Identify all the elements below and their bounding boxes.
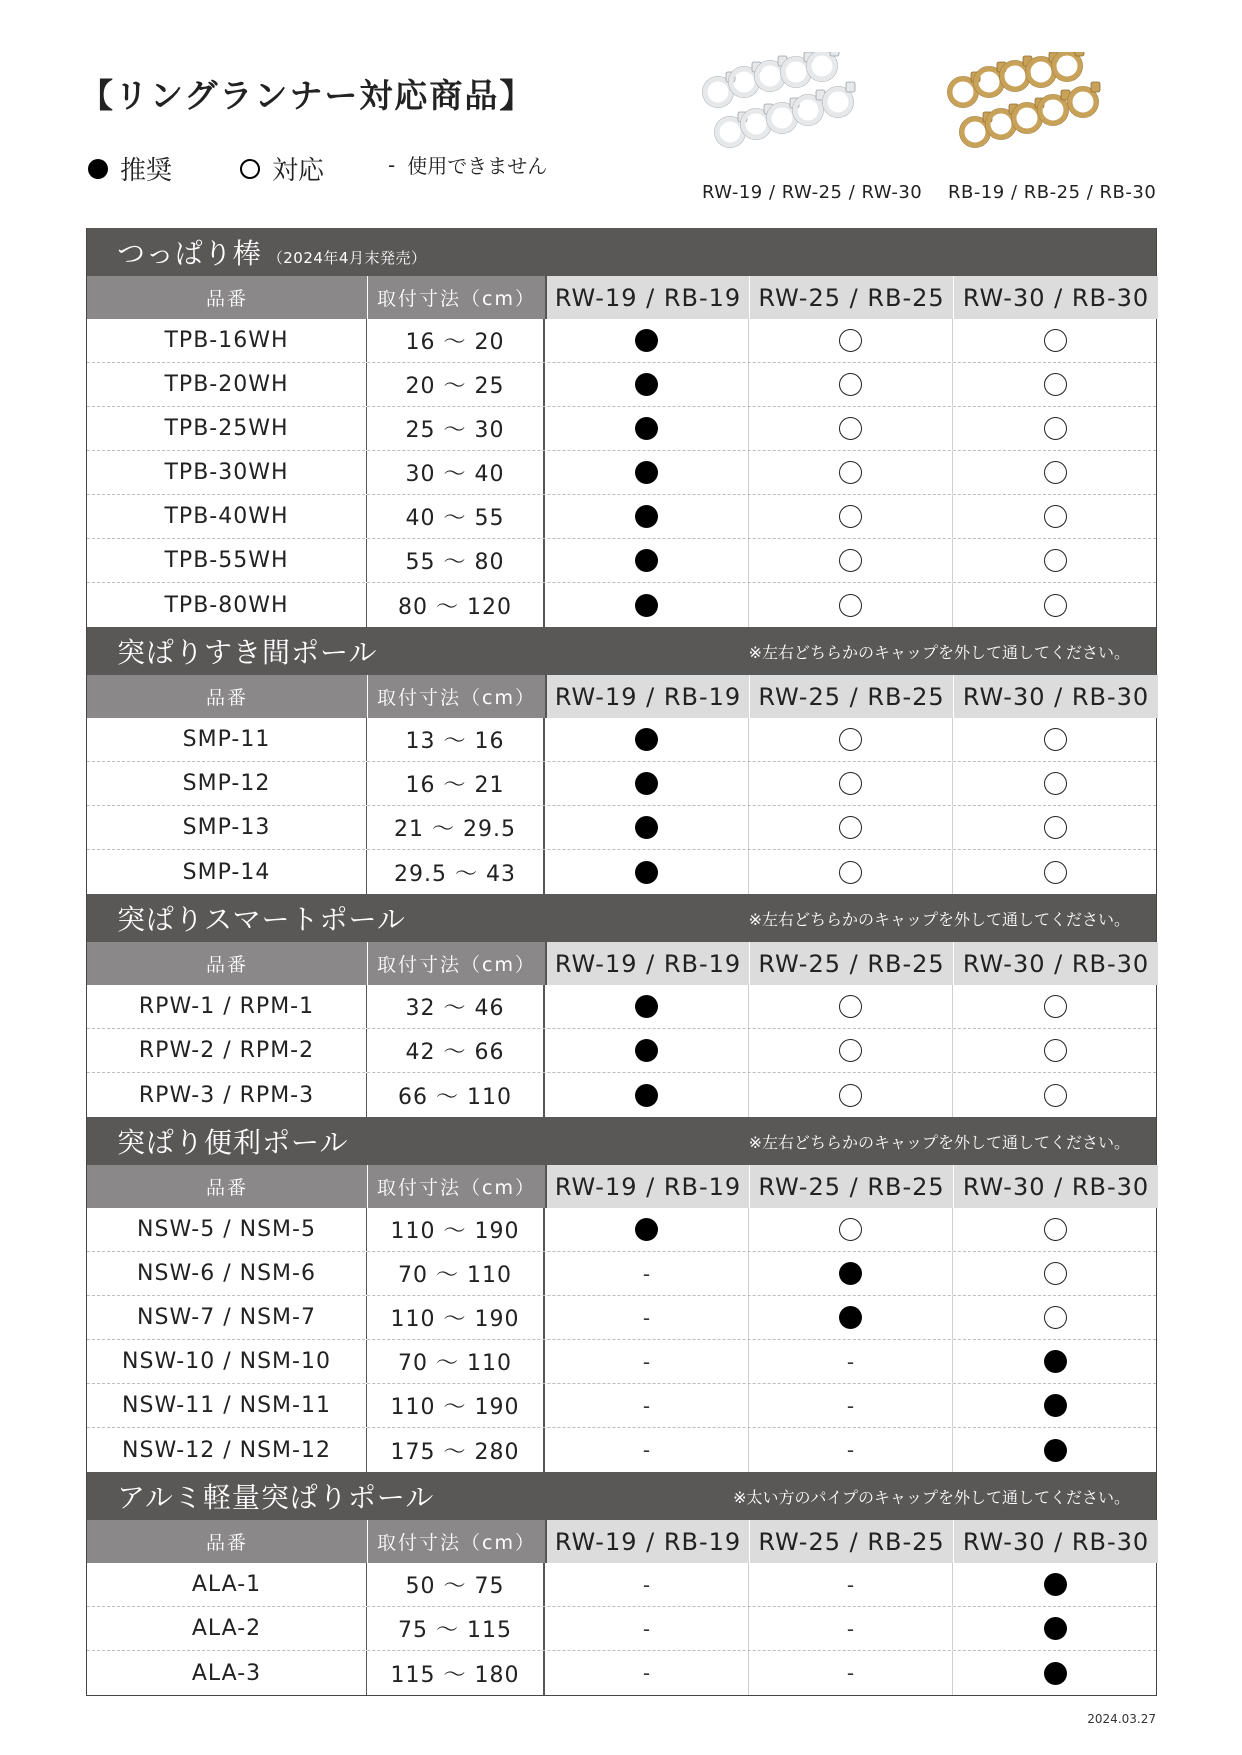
open-circle-icon — [839, 594, 862, 617]
category-title-group — [117, 1476, 434, 1516]
column-header-model: 品番 — [87, 276, 367, 319]
column-header-size: 取付寸法（cm） — [367, 1520, 545, 1563]
table-row — [87, 319, 1156, 363]
legend-not-available — [388, 150, 547, 179]
dash-icon: - — [642, 1261, 651, 1286]
filled-circle-icon — [635, 461, 658, 484]
open-circle-icon — [839, 1039, 862, 1062]
open-circle-icon — [1044, 728, 1067, 751]
model-cell: NSW-6 / NSM-6 — [87, 1252, 367, 1295]
ring-compat-cell — [953, 539, 1158, 582]
ring-compat-cell — [953, 1252, 1158, 1295]
ring-compat-cell — [545, 1384, 749, 1427]
ring-compat-cell — [749, 1208, 953, 1251]
dash-icon: - — [846, 1661, 855, 1685]
model-cell: ALA-2 — [87, 1607, 367, 1650]
filled-circle-icon — [635, 1084, 658, 1107]
ring-compat-cell — [749, 1029, 953, 1072]
column-header-ring: RW-25 / RB-25 — [749, 1520, 953, 1563]
model-cell: RPW-2 / RPM-2 — [87, 1029, 367, 1072]
table-row — [87, 762, 1156, 806]
ring-compat-cell — [749, 985, 953, 1028]
ring-compat-cell — [545, 1607, 749, 1650]
column-header-ring: RW-25 / RB-25 — [749, 276, 953, 319]
ring-compat-cell — [545, 319, 749, 362]
ring-compat-cell — [953, 583, 1158, 627]
column-header-ring: RW-30 / RB-30 — [953, 1165, 1158, 1208]
dash-icon: - — [846, 1349, 855, 1374]
column-header-row — [87, 1520, 1156, 1563]
column-header-ring: RW-25 / RB-25 — [749, 942, 953, 985]
column-header-ring: RW-19 / RB-19 — [545, 1165, 749, 1208]
filled-circle-icon — [635, 417, 658, 440]
ring-compat-cell — [749, 583, 953, 627]
open-circle-icon — [839, 505, 862, 528]
table-row — [87, 1563, 1156, 1607]
model-cell: TPB-30WH — [87, 451, 367, 494]
model-cell: SMP-13 — [87, 806, 367, 849]
ring-compat-cell — [545, 539, 749, 582]
ring-compat-cell — [749, 451, 953, 494]
white-ring-caption: RW-19 / RW-25 / RW-30 — [702, 182, 923, 203]
column-header-size: 取付寸法（cm） — [367, 675, 545, 718]
filled-circle-icon — [635, 772, 658, 795]
ring-compat-cell — [953, 1428, 1158, 1472]
model-cell: SMP-11 — [87, 718, 367, 761]
column-header-ring: RW-30 / RB-30 — [953, 942, 1158, 985]
ring-compat-cell — [749, 1563, 953, 1606]
ring-compat-cell — [953, 718, 1158, 761]
category-header — [87, 1117, 1156, 1165]
model-cell: TPB-55WH — [87, 539, 367, 582]
table-row — [87, 583, 1156, 627]
column-header-row — [87, 1165, 1156, 1208]
ring-compat-cell — [545, 762, 749, 805]
ring-compat-cell — [953, 1607, 1158, 1650]
category-subtitle: （2024年4月末発売） — [267, 249, 427, 267]
dash-icon: - — [642, 1572, 651, 1597]
size-cell: 110 ～ 190 — [367, 1296, 545, 1339]
filled-circle-icon — [635, 329, 658, 352]
ring-compat-cell — [749, 1384, 953, 1427]
category-title: 突ぱりすき間ポール — [117, 636, 378, 669]
open-circle-icon — [240, 159, 260, 179]
ring-compat-cell — [749, 1651, 953, 1695]
filled-circle-icon — [1044, 1617, 1067, 1640]
size-cell: 110 ～ 190 — [367, 1208, 545, 1251]
ring-compat-cell — [545, 1651, 749, 1695]
size-cell: 16 ～ 21 — [367, 762, 545, 805]
filled-circle-icon — [1044, 1394, 1067, 1417]
open-circle-icon — [1044, 417, 1067, 440]
table-row — [87, 363, 1156, 407]
column-header-size: 取付寸法（cm） — [367, 1165, 545, 1208]
ring-compat-cell — [545, 1563, 749, 1606]
legend-compatible — [240, 150, 324, 187]
table-row — [87, 539, 1156, 583]
table-row — [87, 806, 1156, 850]
ring-shape — [1052, 52, 1085, 82]
ring-compat-cell — [749, 1252, 953, 1295]
size-cell: 70 ～ 110 — [367, 1340, 545, 1383]
column-header-ring: RW-19 / RB-19 — [545, 1520, 749, 1563]
dash-icon: - — [642, 1661, 651, 1685]
ring-compat-cell — [749, 850, 953, 894]
ring-compat-cell — [953, 363, 1158, 406]
filled-circle-icon — [635, 549, 658, 572]
page-title: 【リングランナー対応商品】 — [80, 76, 535, 115]
table-row — [87, 1252, 1156, 1296]
column-header-ring: RW-19 / RB-19 — [545, 675, 749, 718]
compatibility-table — [86, 228, 1157, 1696]
ring-compat-cell — [545, 1252, 749, 1295]
model-cell: NSW-10 / NSM-10 — [87, 1340, 367, 1383]
model-cell: TPB-80WH — [87, 583, 367, 627]
category-header — [87, 627, 1156, 675]
ring-compat-cell — [749, 407, 953, 450]
size-cell: 29.5 ～ 43 — [367, 850, 545, 894]
open-circle-icon — [839, 461, 862, 484]
model-cell: NSW-7 / NSM-7 — [87, 1296, 367, 1339]
ring-compat-cell — [545, 1428, 749, 1472]
open-circle-icon — [839, 995, 862, 1018]
model-cell: NSW-12 / NSM-12 — [87, 1428, 367, 1472]
column-header-size: 取付寸法（cm） — [367, 276, 545, 319]
document-date: 2024.03.27 — [1087, 1712, 1156, 1726]
ring-shape — [823, 82, 856, 118]
model-cell: ALA-1 — [87, 1563, 367, 1606]
ring-compat-cell — [953, 1073, 1158, 1117]
ring-white-icon — [700, 52, 880, 162]
size-cell: 55 ～ 80 — [367, 539, 545, 582]
category-header — [87, 228, 1156, 276]
dash-icon: - — [846, 1616, 855, 1641]
model-cell: NSW-11 / NSM-11 — [87, 1384, 367, 1427]
ring-shape — [1068, 82, 1101, 118]
model-cell: ALA-3 — [87, 1651, 367, 1695]
size-cell: 25 ～ 30 — [367, 407, 545, 450]
open-circle-icon — [1044, 1039, 1067, 1062]
category-title: つっぱり棒 — [117, 237, 262, 270]
ring-compat-cell — [545, 985, 749, 1028]
ring-compat-cell — [953, 1651, 1158, 1695]
open-circle-icon — [1044, 995, 1067, 1018]
open-circle-icon — [1044, 329, 1067, 352]
column-header-row — [87, 942, 1156, 985]
open-circle-icon — [839, 1218, 862, 1241]
open-circle-icon — [1044, 461, 1067, 484]
ring-compat-cell — [749, 495, 953, 538]
filled-circle-icon — [1044, 1350, 1067, 1373]
dash-icon: - — [846, 1393, 855, 1418]
column-header-ring: RW-25 / RB-25 — [749, 675, 953, 718]
table-row — [87, 850, 1156, 894]
dash-icon: - — [642, 1349, 651, 1374]
category-title-group — [117, 898, 406, 938]
open-circle-icon — [839, 329, 862, 352]
filled-circle-icon — [1044, 1662, 1067, 1685]
size-cell: 40 ～ 55 — [367, 495, 545, 538]
ring-compat-cell — [545, 495, 749, 538]
ring-shape — [807, 52, 840, 82]
ring-compat-cell — [545, 1296, 749, 1339]
ring-compat-cell — [953, 1208, 1158, 1251]
open-circle-icon — [1044, 1306, 1067, 1329]
ring-compat-cell — [749, 718, 953, 761]
size-cell: 115 ～ 180 — [367, 1651, 545, 1695]
ring-shape — [1038, 90, 1071, 126]
dash-icon: - — [846, 1438, 855, 1462]
model-cell: NSW-5 / NSM-5 — [87, 1208, 367, 1251]
column-header-row — [87, 276, 1156, 319]
filled-circle-icon — [635, 728, 658, 751]
size-cell: 70 ～ 110 — [367, 1252, 545, 1295]
model-cell: TPB-40WH — [87, 495, 367, 538]
category-note: ※太い方のパイプのキャップを外して通してください。 — [733, 1487, 1130, 1507]
ring-compat-cell — [749, 1073, 953, 1117]
open-circle-icon — [839, 417, 862, 440]
dash-icon: - — [642, 1438, 651, 1462]
dash-icon: - — [642, 1305, 651, 1330]
size-cell: 16 ～ 20 — [367, 319, 545, 362]
category-title: 突ぱり便利ポール — [117, 1126, 349, 1159]
ring-compat-cell — [545, 407, 749, 450]
gold-rings-image — [945, 52, 1125, 166]
category-header — [87, 894, 1156, 942]
dash-icon: - — [388, 152, 396, 177]
filled-circle-icon — [1044, 1439, 1067, 1462]
ring-compat-cell — [953, 850, 1158, 894]
filled-circle-icon — [635, 816, 658, 839]
table-row — [87, 1340, 1156, 1384]
column-header-model: 品番 — [87, 675, 367, 718]
ring-compat-cell — [953, 495, 1158, 538]
open-circle-icon — [839, 373, 862, 396]
filled-circle-icon — [635, 505, 658, 528]
filled-circle-icon — [839, 1306, 862, 1329]
ring-compat-cell — [953, 762, 1158, 805]
table-row — [87, 718, 1156, 762]
ring-compat-cell — [953, 1563, 1158, 1606]
category-title: アルミ軽量突ぱりポール — [117, 1481, 435, 1514]
column-header-row — [87, 675, 1156, 718]
column-header-ring: RW-25 / RB-25 — [749, 1165, 953, 1208]
column-header-model: 品番 — [87, 942, 367, 985]
size-cell: 20 ～ 25 — [367, 363, 545, 406]
category-title-group — [117, 232, 426, 272]
ring-compat-cell — [545, 1029, 749, 1072]
model-cell: SMP-14 — [87, 850, 367, 894]
size-cell: 50 ～ 75 — [367, 1563, 545, 1606]
open-circle-icon — [1044, 549, 1067, 572]
open-circle-icon — [1044, 772, 1067, 795]
open-circle-icon — [1044, 816, 1067, 839]
column-header-ring: RW-30 / RB-30 — [953, 1520, 1158, 1563]
ring-compat-cell — [749, 1428, 953, 1472]
ring-compat-cell — [545, 363, 749, 406]
open-circle-icon — [839, 728, 862, 751]
category-header — [87, 1472, 1156, 1520]
size-cell: 75 ～ 115 — [367, 1607, 545, 1650]
ring-compat-cell — [545, 1073, 749, 1117]
ring-compat-cell — [749, 1340, 953, 1383]
legend-recommended-label: 推奨 — [120, 156, 173, 186]
ring-compat-cell — [749, 363, 953, 406]
column-header-size: 取付寸法（cm） — [367, 942, 545, 985]
table-row — [87, 451, 1156, 495]
ring-compat-cell — [953, 1029, 1158, 1072]
open-circle-icon — [839, 861, 862, 884]
dash-icon: - — [846, 1572, 855, 1597]
ring-compat-cell — [545, 583, 749, 627]
ring-compat-cell — [749, 539, 953, 582]
ring-compat-cell — [953, 319, 1158, 362]
model-cell: TPB-25WH — [87, 407, 367, 450]
filled-circle-icon — [635, 594, 658, 617]
open-circle-icon — [839, 1084, 862, 1107]
filled-circle-icon — [635, 861, 658, 884]
ring-compat-cell — [545, 451, 749, 494]
column-header-model: 品番 — [87, 1520, 367, 1563]
table-row — [87, 495, 1156, 539]
ring-compat-cell — [545, 1208, 749, 1251]
ring-compat-cell — [749, 806, 953, 849]
filled-circle-icon — [839, 1262, 862, 1285]
legend-na-label: 使用できません — [407, 154, 548, 178]
table-row — [87, 1296, 1156, 1340]
table-row — [87, 407, 1156, 451]
ring-compat-cell — [749, 762, 953, 805]
table-row — [87, 985, 1156, 1029]
ring-compat-cell — [545, 1340, 749, 1383]
open-circle-icon — [1044, 373, 1067, 396]
filled-circle-icon — [635, 995, 658, 1018]
filled-circle-icon — [1044, 1573, 1067, 1596]
ring-gold-icon — [945, 52, 1125, 162]
column-header-model: 品番 — [87, 1165, 367, 1208]
ring-compat-cell — [545, 806, 749, 849]
ring-compat-cell — [953, 985, 1158, 1028]
ring-compat-cell — [953, 806, 1158, 849]
table-row — [87, 1384, 1156, 1428]
size-cell: 80 ～ 120 — [367, 583, 545, 627]
open-circle-icon — [839, 549, 862, 572]
category-title-group — [117, 631, 377, 671]
open-circle-icon — [1044, 1262, 1067, 1285]
column-header-ring: RW-30 / RB-30 — [953, 675, 1158, 718]
size-cell: 42 ～ 66 — [367, 1029, 545, 1072]
gold-ring-caption: RB-19 / RB-25 / RB-30 — [948, 182, 1157, 203]
table-row — [87, 1428, 1156, 1472]
size-cell: 13 ～ 16 — [367, 718, 545, 761]
filled-circle-icon — [88, 159, 108, 179]
open-circle-icon — [1044, 861, 1067, 884]
size-cell: 30 ～ 40 — [367, 451, 545, 494]
filled-circle-icon — [635, 1039, 658, 1062]
table-row — [87, 1073, 1156, 1117]
table-row — [87, 1208, 1156, 1252]
open-circle-icon — [1044, 1218, 1067, 1241]
ring-compat-cell — [545, 718, 749, 761]
ring-compat-cell — [953, 407, 1158, 450]
filled-circle-icon — [635, 373, 658, 396]
open-circle-icon — [1044, 1084, 1067, 1107]
column-header-ring: RW-19 / RB-19 — [545, 276, 749, 319]
model-cell: TPB-20WH — [87, 363, 367, 406]
size-cell: 21 ～ 29.5 — [367, 806, 545, 849]
size-cell: 32 ～ 46 — [367, 985, 545, 1028]
open-circle-icon — [1044, 505, 1067, 528]
size-cell: 110 ～ 190 — [367, 1384, 545, 1427]
model-cell: RPW-3 / RPM-3 — [87, 1073, 367, 1117]
table-row — [87, 1029, 1156, 1073]
category-title: 突ぱりスマートポール — [117, 903, 406, 936]
open-circle-icon — [839, 772, 862, 795]
ring-compat-cell — [749, 1296, 953, 1339]
legend-compatible-label: 対応 — [272, 156, 325, 186]
white-rings-image — [700, 52, 880, 166]
legend-recommended — [88, 150, 172, 187]
ring-compat-cell — [749, 319, 953, 362]
category-note: ※左右どちらかのキャップを外して通してください。 — [748, 909, 1130, 929]
open-circle-icon — [839, 816, 862, 839]
model-cell: RPW-1 / RPM-1 — [87, 985, 367, 1028]
size-cell: 175 ～ 280 — [367, 1428, 545, 1472]
category-note: ※左右どちらかのキャップを外して通してください。 — [748, 642, 1130, 662]
model-cell: TPB-16WH — [87, 319, 367, 362]
ring-compat-cell — [953, 1384, 1158, 1427]
model-cell: SMP-12 — [87, 762, 367, 805]
table-row — [87, 1651, 1156, 1695]
dash-icon: - — [642, 1616, 651, 1641]
table-row — [87, 1607, 1156, 1651]
ring-compat-cell — [953, 1296, 1158, 1339]
open-circle-icon — [1044, 594, 1067, 617]
ring-compat-cell — [545, 850, 749, 894]
size-cell: 66 ～ 110 — [367, 1073, 545, 1117]
category-note: ※左右どちらかのキャップを外して通してください。 — [748, 1132, 1130, 1152]
ring-shape — [793, 90, 826, 126]
ring-compat-cell — [953, 1340, 1158, 1383]
category-title-group — [117, 1121, 348, 1161]
ring-compat-cell — [953, 451, 1158, 494]
filled-circle-icon — [635, 1218, 658, 1241]
column-header-ring: RW-30 / RB-30 — [953, 276, 1158, 319]
ring-compat-cell — [749, 1607, 953, 1650]
column-header-ring: RW-19 / RB-19 — [545, 942, 749, 985]
dash-icon: - — [642, 1393, 651, 1418]
